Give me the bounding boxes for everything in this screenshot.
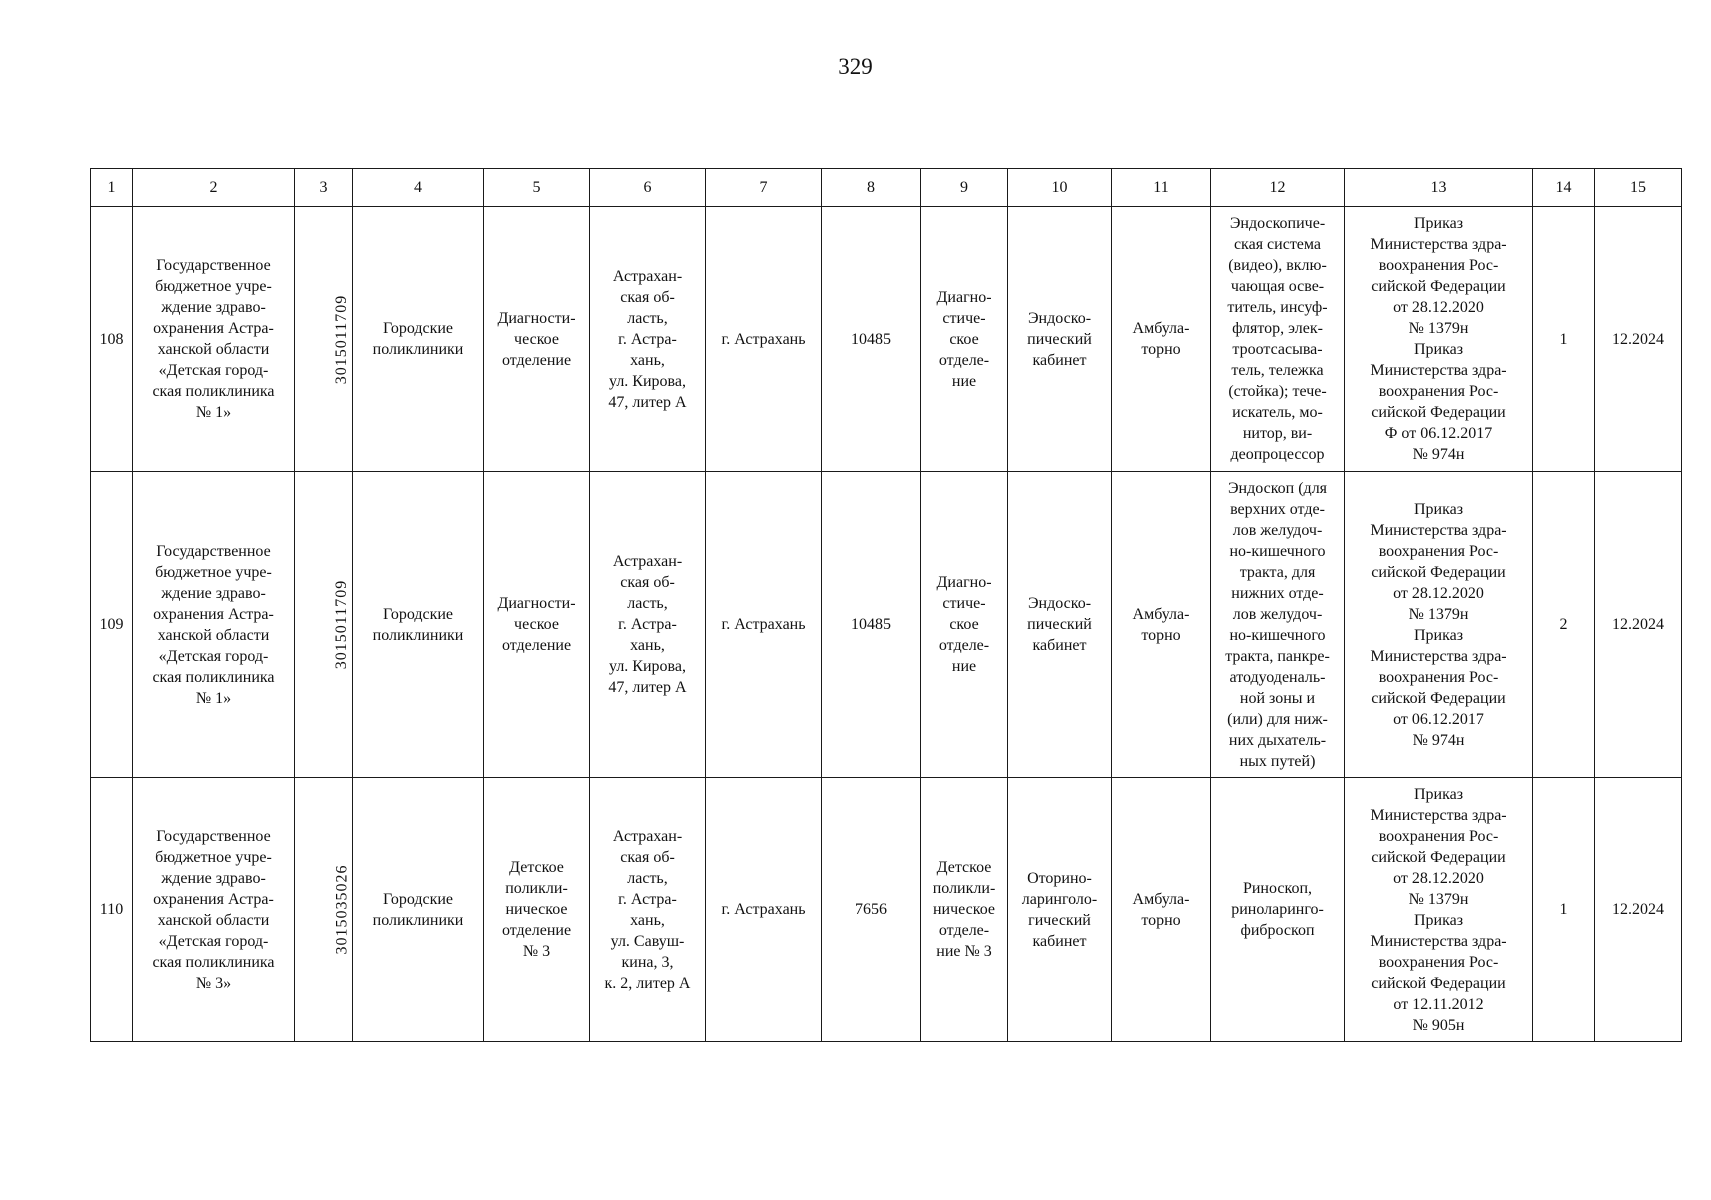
order-cell: Приказ Министерства здра- воохранения Рос- сийской Федерации от 28.12.2020 № 1379н Приказ Министерства здра- воохранения Рос- сийской Федерации Ф от 06.12.2017 № 974н [1345,207,1533,472]
code-cell: 10485 [822,207,921,472]
header-cell: 11 [1112,169,1211,207]
institution-cell: Государственное бюджетное учре- ждение здраво- охранения Астра- ханской области «Детская город- ская поликлиника № 1» [133,207,295,472]
institution-type-cell: Городские поликлиники [353,472,484,778]
header-cell: 14 [1533,169,1595,207]
table-row [91,778,1682,1042]
institution-type-cell: Городские поликлиники [353,207,484,472]
city-cell: г. Астрахань [706,472,822,778]
care-type-cell: Амбула- торно [1112,472,1211,778]
header-cell: 2 [133,169,295,207]
inn-cell [295,472,353,778]
order-cell: Приказ Министерства здра- воохранения Рос- сийской Федерации от 28.12.2020 № 1379н Приказ Министерства здра- воохранения Рос- сийской Федерации от 12.11.2012 № 905н [1345,778,1533,1042]
row-number-cell: 109 [91,472,133,778]
address-cell: Астрахан- ская об- ласть, г. Астра- хань, ул. Кирова, 47, литер А [590,472,706,778]
unit-cell: Диагно- стиче- ское отделе- ние [921,472,1008,778]
header-cell: 6 [590,169,706,207]
quantity-cell: 2 [1533,472,1595,778]
header-cell: 9 [921,169,1008,207]
quantity-cell: 1 [1533,778,1595,1042]
inn-value: 3015011709 [333,579,351,670]
cabinet-cell: Оторино- ларинголо- гический кабинет [1008,778,1112,1042]
institution-cell: Государственное бюджетное учре- ждение здраво- охранения Астра- ханской области «Детская город- ская поликлиника № 1» [133,472,295,778]
cabinet-cell: Эндоско- пический кабинет [1008,207,1112,472]
equipment-cell: Риноскоп, риноларинго- фиброскоп [1211,778,1345,1042]
date-cell: 12.2024 [1595,472,1682,778]
header-cell: 1 [91,169,133,207]
unit-cell: Детское поликли- ническое отделе- ние № 3 [921,778,1008,1042]
address-cell: Астрахан- ская об- ласть, г. Астра- хань, ул. Кирова, 47, литер А [590,207,706,472]
header-cell: 10 [1008,169,1112,207]
city-cell: г. Астрахань [706,778,822,1042]
order-cell: Приказ Министерства здра- воохранения Рос- сийской Федерации от 28.12.2020 № 1379н Приказ Министерства здра- воохранения Рос- сийской Федерации от 06.12.2017 № 974н [1345,472,1533,778]
city-cell: г. Астрахань [706,207,822,472]
header-cell: 12 [1211,169,1345,207]
inn-value: 3015035026 [333,864,351,955]
code-cell: 7656 [822,778,921,1042]
cabinet-cell: Эндоско- пический кабинет [1008,472,1112,778]
address-cell: Астрахан- ская об- ласть, г. Астра- хань, ул. Савуш- кина, 3, к. 2, литер А [590,778,706,1042]
header-cell: 4 [353,169,484,207]
care-type-cell: Амбула- торно [1112,207,1211,472]
equipment-cell: Эндоскопиче- ская система (видео), вклю- чающая осве- титель, инсуф- флятор, элек- троотсасыва- тель, тележка (стойка); тече- искатель, мо- нитор, ви- деопроцессор [1211,207,1345,472]
inn-cell [295,207,353,472]
care-type-cell: Амбула- торно [1112,778,1211,1042]
header-cell: 5 [484,169,590,207]
department-cell: Диагности- ческое отделение [484,207,590,472]
department-cell: Детское поликли- ническое отделение № 3 [484,778,590,1042]
unit-cell: Диагно- стиче- ское отделе- ние [921,207,1008,472]
equipment-table [90,168,1682,1042]
table-row [91,207,1682,472]
inn-value: 3015011709 [333,294,351,384]
header-cell: 8 [822,169,921,207]
code-cell: 10485 [822,472,921,778]
date-cell: 12.2024 [1595,207,1682,472]
row-number-cell: 110 [91,778,133,1042]
header-cell: 15 [1595,169,1682,207]
row-number-cell: 108 [91,207,133,472]
department-cell: Диагности- ческое отделение [484,472,590,778]
header-cell: 7 [706,169,822,207]
table-row [91,472,1682,778]
header-cell: 13 [1345,169,1533,207]
inn-cell [295,778,353,1042]
institution-type-cell: Городские поликлиники [353,778,484,1042]
table-header-row [91,169,1682,207]
equipment-cell: Эндоскоп (для верхних отде- лов желудоч- но-кишечного тракта, для нижних отде- лов желудоч- но-кишечного тракта, панкре- атодуоденаль- ной зоны и (или) для ниж- них дыхатель- ных путей) [1211,472,1345,778]
date-cell: 12.2024 [1595,778,1682,1042]
institution-cell: Государственное бюджетное учре- ждение здраво- охранения Астра- ханской области «Детская город- ская поликлиника № 3» [133,778,295,1042]
page-number: 329 [838,54,873,79]
header-cell: 3 [295,169,353,207]
quantity-cell: 1 [1533,207,1595,472]
